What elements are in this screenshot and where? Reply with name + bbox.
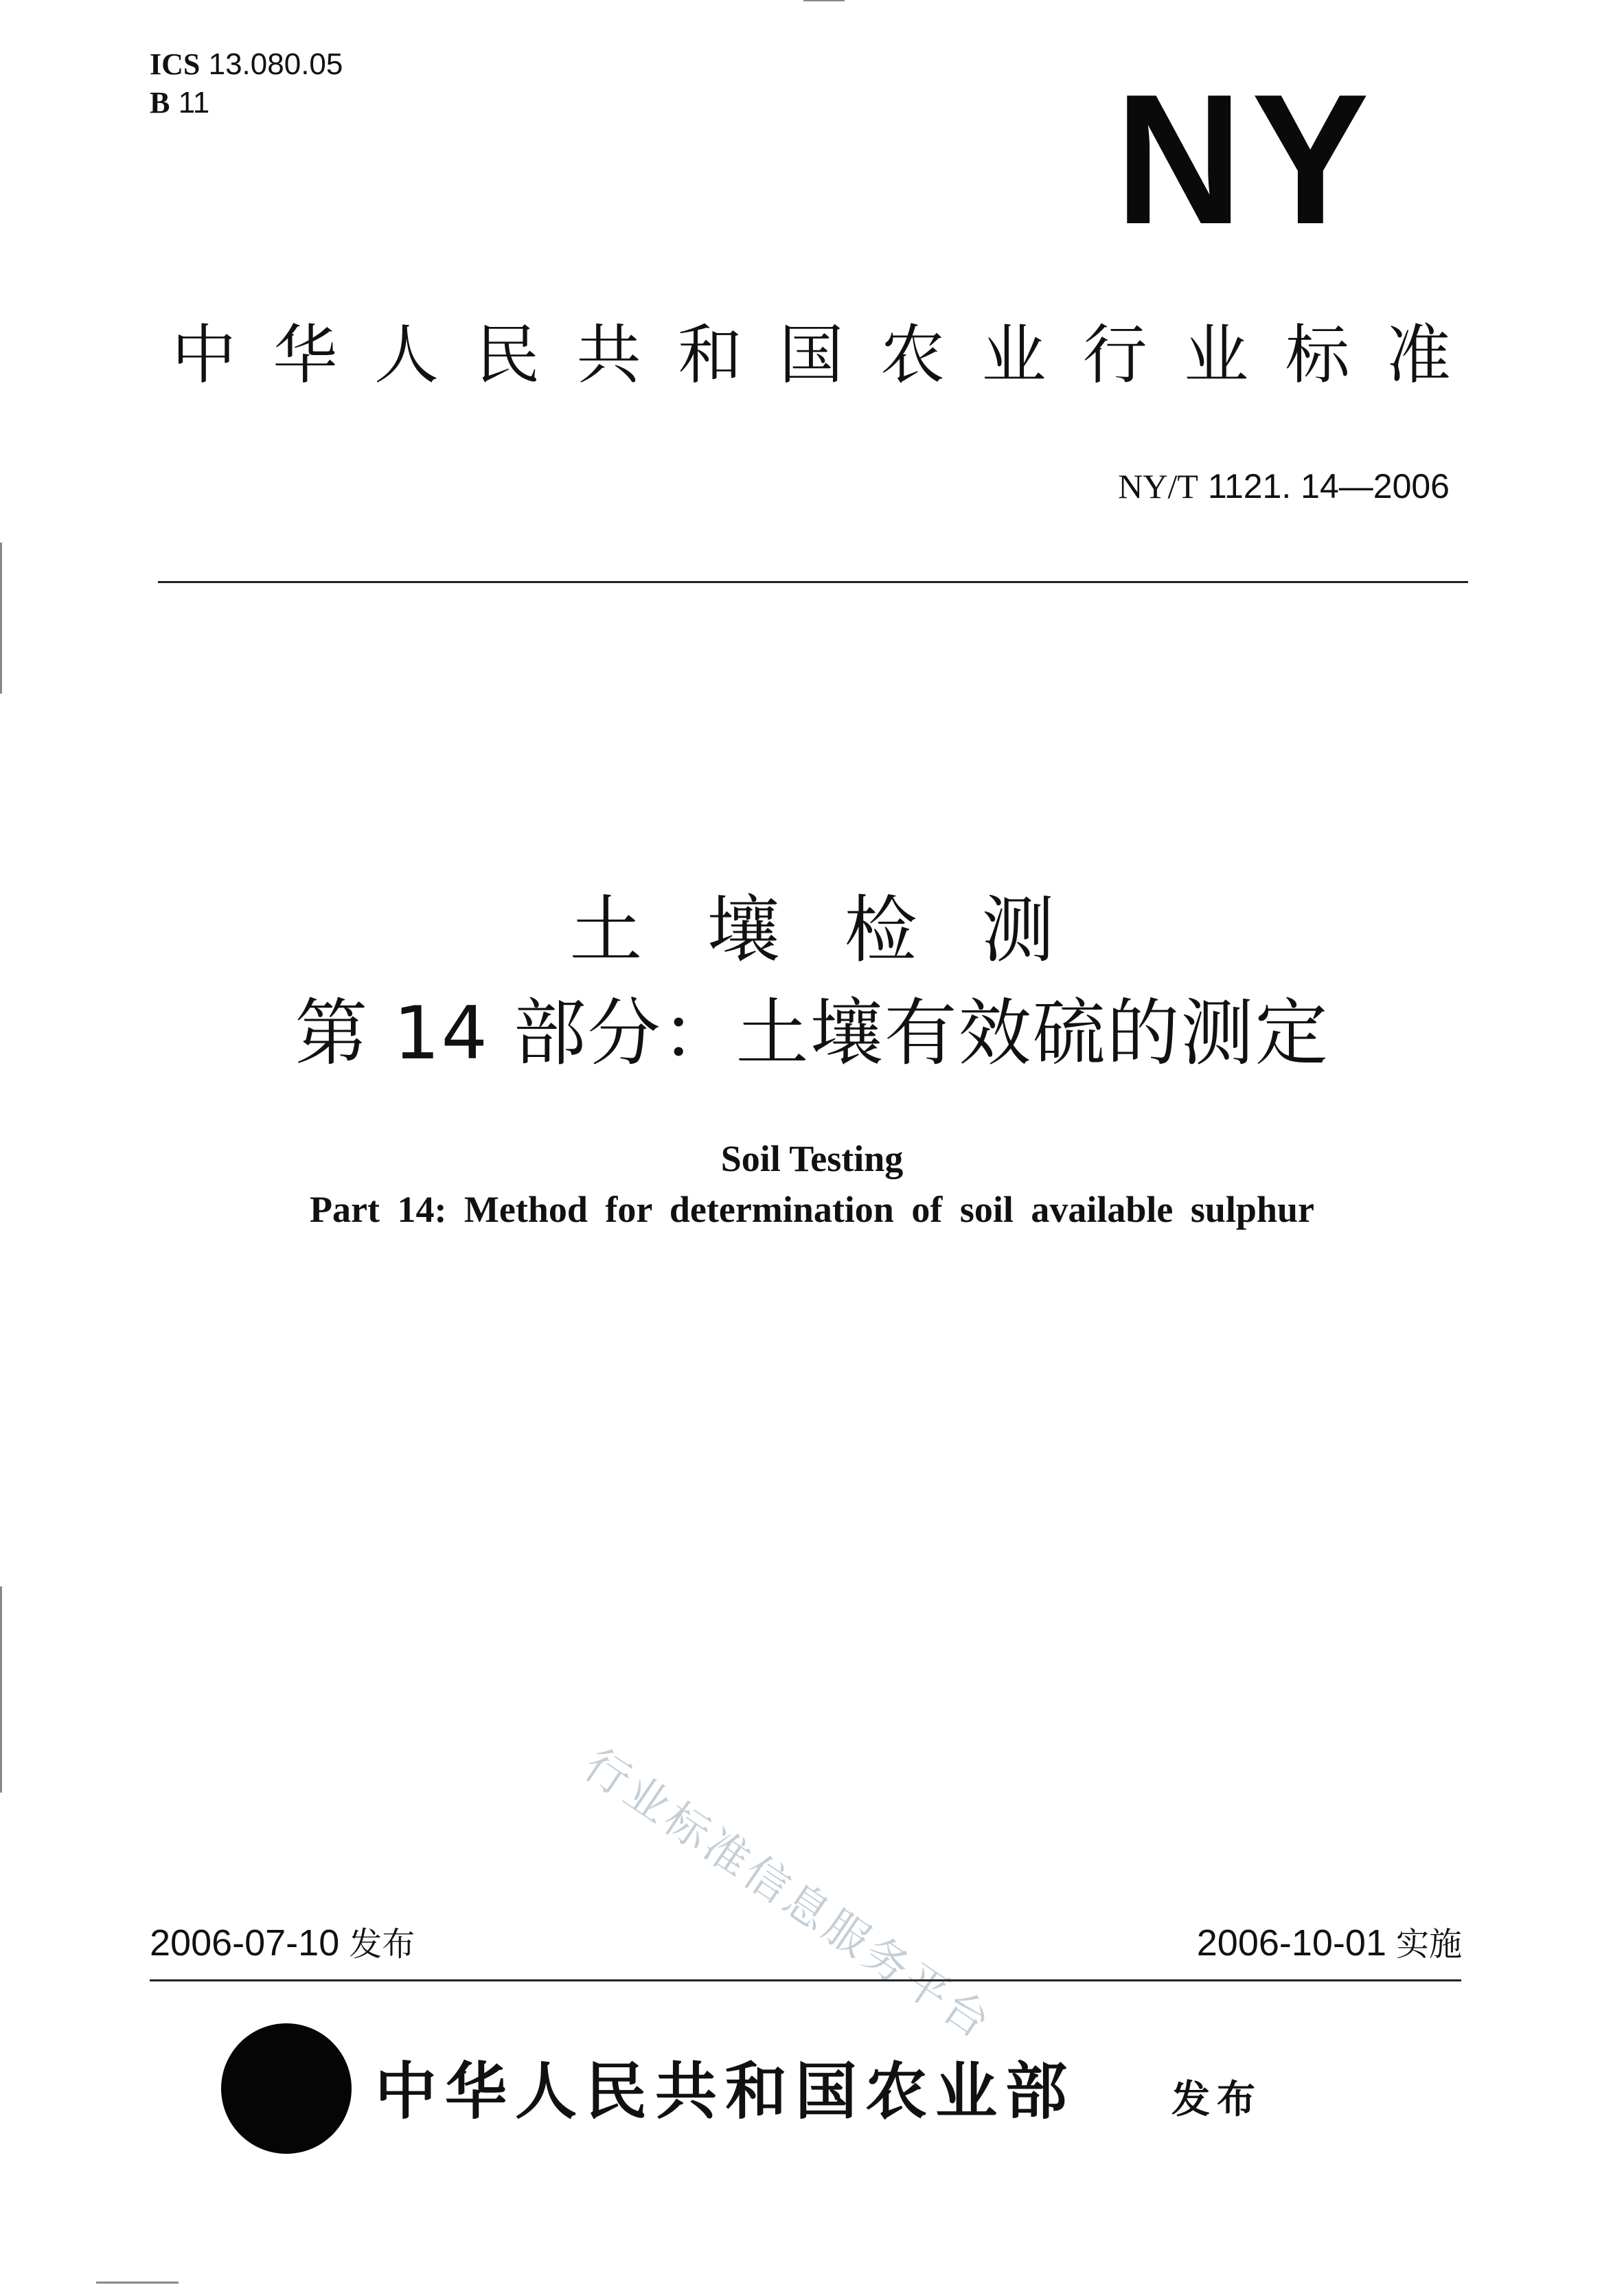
issue-date: 2006-07-10	[150, 1922, 340, 1964]
watermark: 行业标准信息服务平台	[574, 1739, 1002, 2051]
standard-number-prefix: NY/T	[1118, 467, 1198, 505]
standard-number-value: 1121. 14—2006	[1207, 467, 1450, 505]
standard-category-title: 中华人民共和国农业行业标准	[172, 318, 1460, 393]
publisher-name: 中华人民共和国农业部	[375, 2055, 1075, 2128]
bottom-divider	[150, 1979, 1461, 1981]
implementation-date: 2006-10-01	[1196, 1922, 1386, 1964]
document-title: 土壤检测	[569, 888, 1119, 973]
publisher-suffix: 发布	[1171, 2078, 1262, 2122]
ccs-line	[150, 84, 343, 122]
scan-edge-mark	[0, 1587, 2, 1793]
ics-line	[150, 45, 343, 84]
standard-number	[1118, 466, 1450, 507]
english-title: Soil Testing	[720, 1138, 904, 1179]
classification-block	[150, 45, 343, 122]
ics-label: ICS	[150, 47, 201, 81]
implementation-label: 实施	[1395, 1925, 1462, 1964]
ics-code: 13.080.05	[208, 47, 343, 81]
issue-date-line	[150, 1919, 415, 1968]
scan-edge-mark	[803, 0, 845, 1]
ccs-label: B	[150, 86, 170, 120]
scan-edge-mark	[96, 2282, 179, 2284]
scan-edge-mark	[0, 543, 2, 694]
english-subtitle: Part 14: Method for determination of soil available sulphur	[310, 1189, 1314, 1230]
top-divider	[158, 581, 1468, 583]
ny-logo: NY	[1115, 56, 1378, 263]
issue-label: 发布	[349, 1925, 415, 1964]
implementation-date-line	[1197, 1919, 1462, 1968]
publisher-emblem-dot	[221, 2023, 352, 2154]
ccs-code: 11	[178, 86, 210, 120]
document-subtitle: 第 14 部分：土壤有效硫的测定	[295, 991, 1329, 1076]
